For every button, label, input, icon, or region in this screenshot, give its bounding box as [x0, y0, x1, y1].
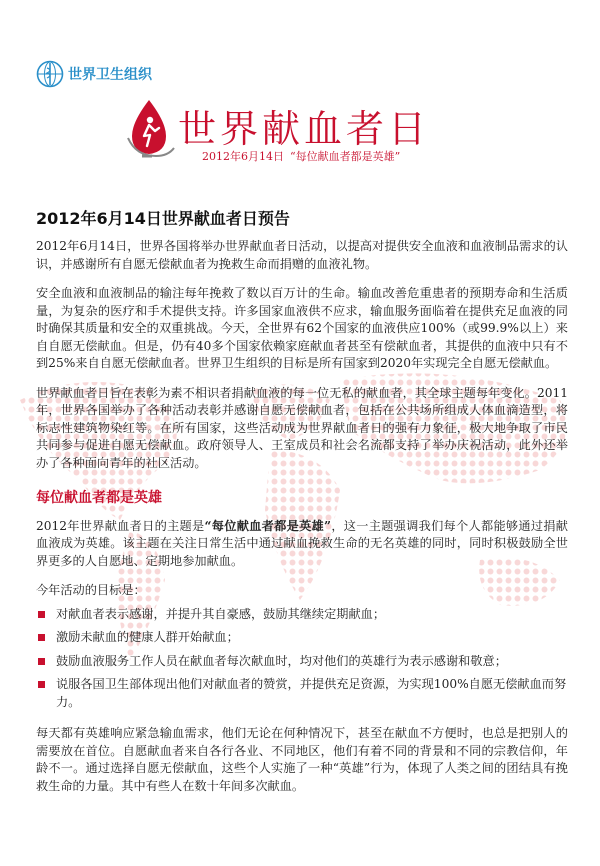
blood-drop-hero-icon [122, 98, 176, 160]
event-slogan: “每位献血者都是英雄” [290, 150, 401, 163]
article-body [36, 238, 568, 807]
list-item: 对献血者表示感谢，并提升其自豪感，鼓励其继续定期献血； [36, 606, 568, 624]
section-heading: 每位献血者都是英雄 [36, 490, 162, 506]
theme-quote: “每位献血者都是英雄” [204, 518, 332, 533]
paragraph-history: 世界献血者日旨在表彰为素不相识者捐献血液的每一位无私的献血者，其全球主题每年变化。2011年，世界各国举办了各种活动表彰并感谢自愿无偿献血者，包括在公共场所组成人体血滴造型，将标志性建筑物染红等。在所有国家，这些活动成为世界献血者日的强有力象征，极大地争取了市民共同参与促进自愿无偿献血。政府领导人、王室成员和社会名流都支持了举办庆祝活动，此外还举办了各种面向青年的社区活动。 [36, 385, 568, 470]
goals-intro: 今年活动的目标是： [36, 583, 146, 597]
theme-text-before: 2012年世界献血者日的主题是 [36, 518, 205, 533]
event-title: 世界献血者日 [178, 107, 431, 151]
bullet-square-icon [38, 634, 45, 641]
who-emblem-icon [36, 60, 64, 88]
event-subtitle [202, 148, 406, 164]
paragraph-theme [36, 518, 568, 571]
paragraph-safety: 安全血液和血液制品的输注每年挽救了数以百万计的生命。输血改善危重患者的预期寿命和生活质量，为复杂的医疗和手术提供支持。许多国家血液供不应求，输血服务面临着在提供充足血液的同时确保其质量和安全的双重挑战。今天，全世界有62个国家的血液供应100%（或99.9%以上）来自自愿无偿献血。但是，仍有40多个国家依赖家庭献血者甚至有偿献血者，其提供的血液中只有不到25%来自自愿无偿献血者。世界卫生组织的目标是所有国家到2020年实现完全自愿无偿献血。 [36, 286, 568, 370]
who-org-name: 世界卫生组织 [68, 67, 152, 83]
list-item: 激励未献血的健康人群开始献血； [36, 629, 568, 647]
bullet-square-icon [38, 681, 45, 688]
event-date: 2012年6月14日 [202, 150, 284, 163]
goals-list [36, 606, 568, 712]
list-item: 说服各国卫生部体现出他们对献血者的赞赏，并提供充足资源，为实现100%自愿无偿献血而努力。 [36, 676, 568, 711]
bullet-square-icon [38, 658, 45, 665]
paragraph-closing: 每天都有英雄响应紧急输血需求，他们无论在何种情况下，甚至在献血不方便时，也总是把别人的需要放在首位。自愿献血者来自各行各业、不同地区，他们有着不同的背景和不同的宗教信仰，年龄不一。通过选择自愿无偿献血，这些个人实施了一种“英雄”行为，体现了人类之间的团结具有挽救生命的力量。其中有些人在数十年间多次献血。 [36, 726, 568, 793]
theme-text-after: ，这一主题强调我们每个人都能够通过捐献血液成为英雄。该主题在关注日常生活中通过献血挽救生命的无名英雄的同时，同时积极鼓励全世界更多的人自愿地、定期地参加献血。 [36, 518, 568, 568]
who-logo [36, 60, 152, 88]
paragraph-intro: 2012年6月14日，世界各国将举办世界献血者日活动，以提高对提供安全血液和血液制品需求的认识，并感谢所有自愿无偿献血者为挽救生命而捐赠的血液礼物。 [36, 239, 568, 271]
bullet-square-icon [38, 611, 45, 618]
article-heading: 2012年6月14日世界献血者日预告 [36, 209, 290, 228]
list-item: 鼓励血液服务工作人员在献血者每次献血时，均对他们的英雄行为表示感谢和敬意； [36, 653, 568, 671]
